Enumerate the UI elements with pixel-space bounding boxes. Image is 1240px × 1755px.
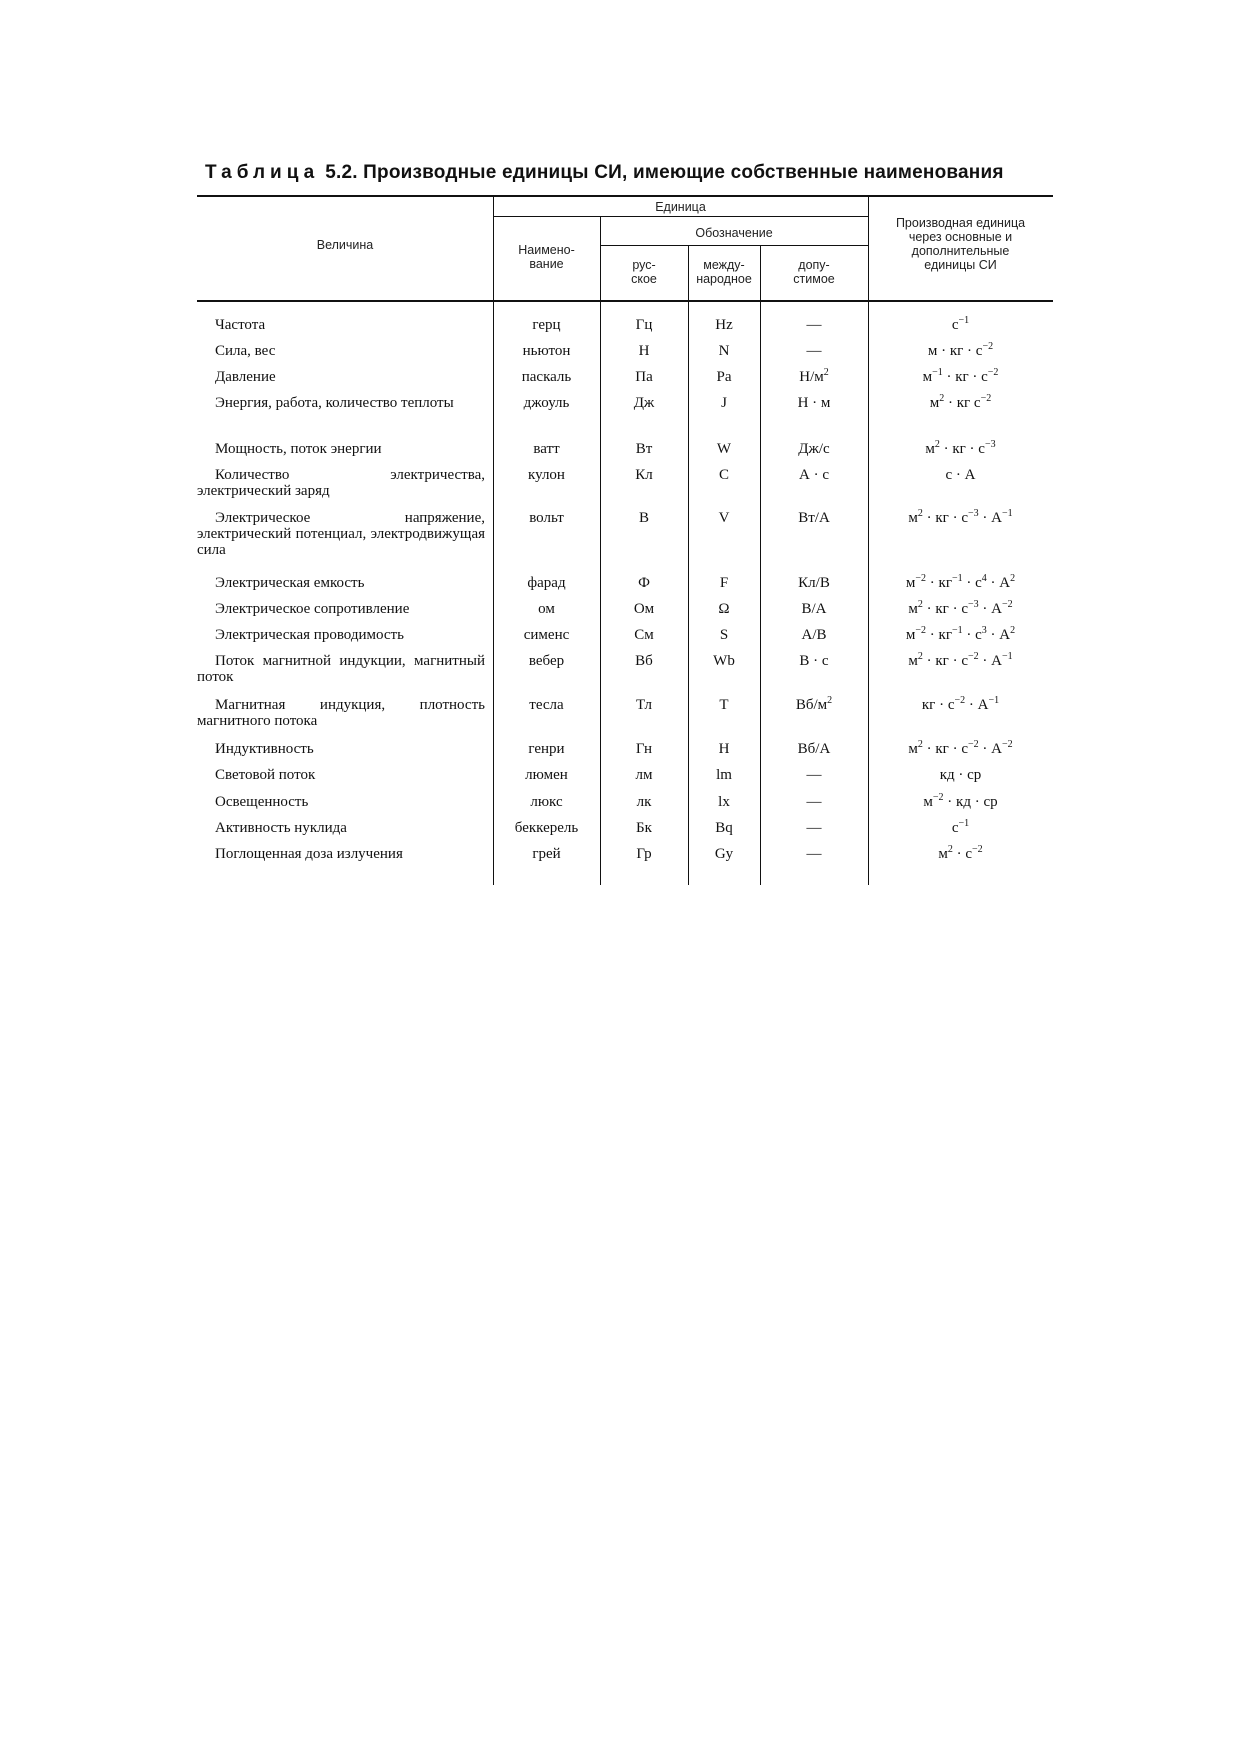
column-rule-4 xyxy=(760,245,761,885)
cell-allowed: — xyxy=(806,820,822,836)
cell-name: вольт xyxy=(529,510,564,526)
cell-quantity: Поглощенная доза излучения xyxy=(215,846,403,862)
cell-intl: W xyxy=(716,441,732,457)
cell-intl: lm xyxy=(716,767,732,783)
cell-intl: Ω xyxy=(718,601,730,617)
cell-quantity: Мощность, поток энергии xyxy=(215,441,382,457)
cell-intl: N xyxy=(718,343,730,359)
cell-quantity: Активность нуклида xyxy=(215,820,347,836)
table-title-label: Таблица xyxy=(205,162,320,183)
cell-ru: Н xyxy=(638,343,650,359)
header-russian: рус- ское xyxy=(631,258,657,286)
cell-expr: $м^2$ · кг · $с^{-3}$ xyxy=(925,439,996,457)
cell-expr: $м^2$ · кг · $с^{-3} \cdot А^{-1}$ xyxy=(908,508,1013,526)
unit-header-rule xyxy=(493,216,868,217)
cell-intl: lx xyxy=(718,794,730,810)
table-title-text: 5.2. Производные единицы СИ, имеющие собственные наименования xyxy=(325,162,1004,183)
cell-allowed: — xyxy=(806,317,822,333)
cell-intl: Wb xyxy=(713,653,735,669)
cell-name: джоуль xyxy=(523,395,570,411)
cell-ru: Гц xyxy=(635,317,653,333)
cell-ru: Ф xyxy=(638,575,650,591)
column-rule-3 xyxy=(688,245,689,885)
cell-allowed: Н · м xyxy=(797,395,831,411)
cell-intl: T xyxy=(719,697,729,713)
cell-name: вебер xyxy=(528,653,565,669)
cell-quantity: Сила, вес xyxy=(215,343,276,359)
cell-quantity: Частота xyxy=(215,317,266,333)
header-bottom-rule xyxy=(197,300,1053,302)
cell-ru: Вт xyxy=(635,441,653,457)
cell-ru: Па xyxy=(635,369,653,385)
header-designation: Обозначение xyxy=(695,226,773,240)
cell-quantity: Электрическое сопротивление xyxy=(215,601,410,617)
cell-allowed: — xyxy=(806,794,822,810)
cell-ru: Ом xyxy=(633,601,655,617)
cell-expr: $м^2$ · кг · $с^{-2} \cdot А^{-1}$ xyxy=(908,651,1013,669)
cell-intl: Bq xyxy=(715,820,733,836)
cell-name: ньютон xyxy=(522,343,571,359)
cell-expr: $м^{-2} \cdot кг^{-1} \cdot с^4 \cdot А^2$ xyxy=(905,573,1016,591)
cell-ru: Гн xyxy=(635,741,653,757)
header-international: между- народное xyxy=(696,258,752,286)
cell-ru: лк xyxy=(636,794,652,810)
cell-expr: $м^{-1}$ · кг · $с^{-2}$ xyxy=(922,367,999,385)
cell-quantity: Электрическая емкость xyxy=(215,575,365,591)
header-allowed: допу- стимое xyxy=(793,258,835,286)
table-top-rule xyxy=(197,195,1053,197)
cell-name: генри xyxy=(528,741,565,757)
cell-name: фарад xyxy=(527,575,566,591)
cell-quantity: Электрическое напряжение, электрический потенциал, электродвижущая сила xyxy=(197,510,485,558)
cell-name: беккерель xyxy=(514,820,579,836)
cell-allowed: — xyxy=(806,846,822,862)
cell-intl: Hz xyxy=(715,317,733,333)
cell-allowed: Вт/А xyxy=(798,510,830,526)
cell-ru: лм xyxy=(635,767,653,783)
cell-name: тесла xyxy=(529,697,564,713)
cell-name: сименс xyxy=(523,627,570,643)
cell-allowed: В/А xyxy=(801,601,827,617)
header-name: Наимено- вание xyxy=(518,243,575,271)
cell-name: грей xyxy=(532,846,561,862)
cell-name: люкс xyxy=(530,794,563,810)
cell-expr: $м^{-2} \cdot кг^{-1} \cdot с^3 \cdot А^2$ xyxy=(905,625,1016,643)
cell-expr: кд · ср xyxy=(939,767,982,783)
cell-name: кулон xyxy=(528,467,565,483)
header-derived: Производная единица через основные и дополнительные единицы СИ xyxy=(895,216,1026,272)
cell-intl: Pa xyxy=(716,369,732,385)
cell-intl: S xyxy=(719,627,729,643)
cell-name: паскаль xyxy=(521,369,572,385)
cell-ru: В xyxy=(638,510,649,526)
cell-allowed: В · с xyxy=(799,653,829,669)
cell-expr: $м^2$ · кг · $с^{-2} \cdot А^{-2}$ xyxy=(908,739,1013,757)
cell-quantity: Электрическая проводимость xyxy=(215,627,404,643)
cell-quantity: Количество электричества, электрический заряд xyxy=(197,467,485,499)
cell-name: люмен xyxy=(525,767,568,783)
cell-allowed: Дж/с xyxy=(798,441,830,457)
cell-allowed: $Н/м^2$ xyxy=(799,367,829,385)
cell-allowed: — xyxy=(806,343,822,359)
cell-quantity: Световой поток xyxy=(215,767,316,783)
cell-expr: $с^{-1}$ xyxy=(951,315,970,333)
cell-name: ватт xyxy=(533,441,560,457)
cell-allowed: $Вб/м^2$ xyxy=(795,695,833,713)
cell-name: ом xyxy=(538,601,555,617)
cell-intl: J xyxy=(721,395,727,411)
cell-allowed: Вб/А xyxy=(797,741,831,757)
cell-ru: Тл xyxy=(636,697,652,713)
cell-expr: кг · $с^{-2} \cdot А^{-1}$ xyxy=(921,695,1000,713)
cell-intl: F xyxy=(719,575,729,591)
cell-expr: с · А xyxy=(945,467,976,483)
cell-expr: $м^{-2}$ · кд · ср xyxy=(923,792,998,810)
cell-expr: $м^2$ · кг $с^{-2}$ xyxy=(929,393,992,411)
cell-quantity: Освещенность xyxy=(215,794,309,810)
cell-expr: $с^{-1}$ xyxy=(951,818,970,836)
cell-ru: Вб xyxy=(635,653,653,669)
cell-ru: См xyxy=(634,627,654,643)
cell-ru: Кл xyxy=(635,467,653,483)
cell-expr: м · кг · $с^{-2}$ xyxy=(927,341,994,359)
cell-ru: Дж xyxy=(633,395,655,411)
table-title xyxy=(205,162,1060,184)
cell-intl: H xyxy=(718,741,730,757)
cell-name: герц xyxy=(532,317,561,333)
cell-quantity: Поток магнитной индукции, магнитный поток xyxy=(197,653,485,685)
cell-ru: Гр xyxy=(636,846,652,862)
cell-ru: Бк xyxy=(636,820,652,836)
cell-quantity: Магнитная индукция, плотность магнитного потока xyxy=(197,697,485,729)
cell-quantity: Энергия, работа, количество теплоты xyxy=(215,395,454,411)
cell-allowed: А/В xyxy=(801,627,827,643)
cell-quantity: Индуктивность xyxy=(215,741,314,757)
cell-intl: Gy xyxy=(714,846,734,862)
cell-allowed: — xyxy=(806,767,822,783)
cell-quantity: Давление xyxy=(215,369,276,385)
cell-expr: $м^2$ · кг · $с^{-3} \cdot А^{-2}$ xyxy=(908,599,1013,617)
header-quantity: Величина xyxy=(316,238,374,252)
header-unit: Единица xyxy=(655,200,706,214)
cell-intl: C xyxy=(718,467,729,483)
cell-allowed: А · с xyxy=(799,467,829,483)
designation-header-rule xyxy=(600,245,868,246)
cell-intl: V xyxy=(718,510,730,526)
cell-allowed: Кл/В xyxy=(798,575,830,591)
cell-expr: $м^2 \cdot с^{-2}$ xyxy=(938,844,983,862)
